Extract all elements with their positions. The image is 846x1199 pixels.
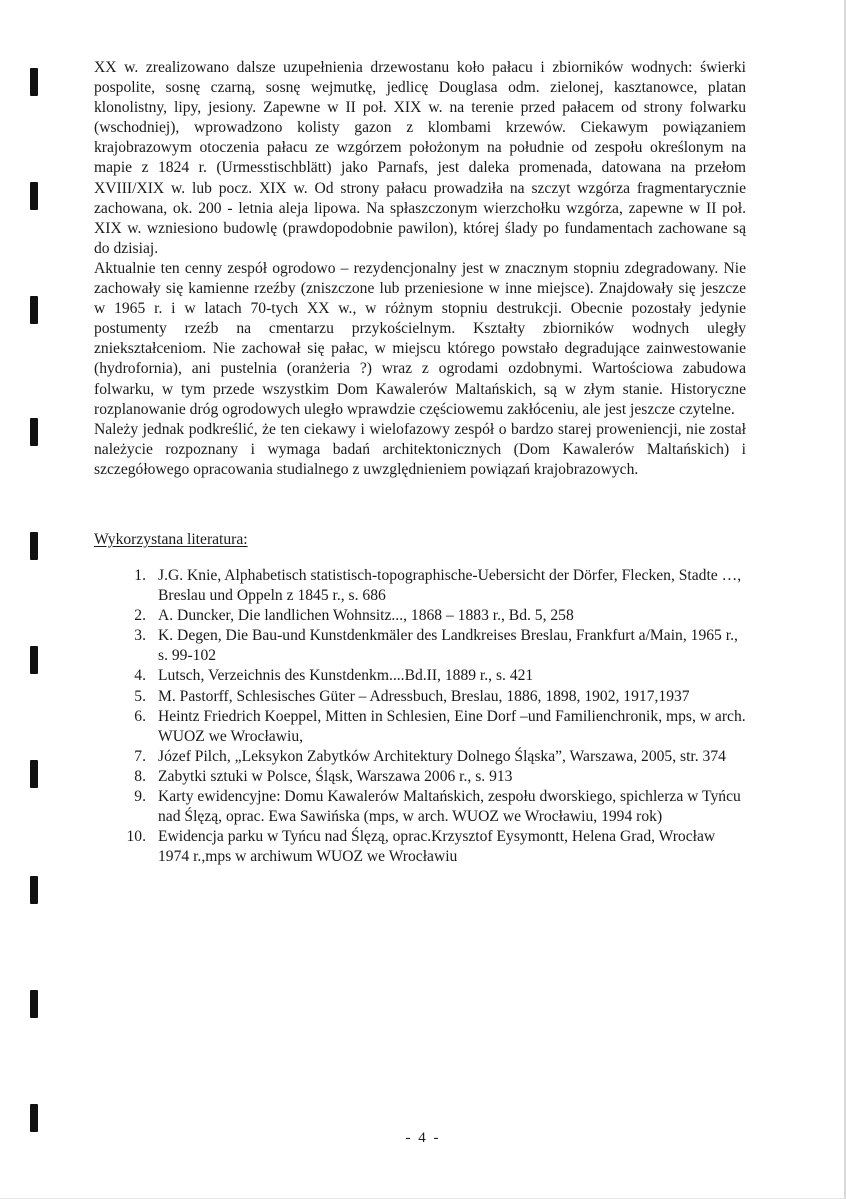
binder-mark <box>30 418 38 446</box>
list-item <box>100 566 746 606</box>
body-text <box>94 58 746 480</box>
page-number: - 4 - <box>405 1130 441 1146</box>
list-item-text: K. Degen, Die Bau-und Kunstdenkmäler des Landkreises Breslau, Frankfurt a/Main, 1965 r., s. 99-102 <box>158 627 738 665</box>
list-item-text: Karty ewidencyjne: Domu Kawalerów Maltańskich, zespołu dworskiego, spichlerza w Tyńcu nad Ślęzą, oprac. Ewa Sawińska (mps, w arch. WUOZ we Wrocławiu, 1994 rok) <box>158 788 741 826</box>
list-item-text: A. Duncker, Die landlichen Wohnsitz..., 1868 – 1883 r., Bd. 5, 258 <box>158 607 574 625</box>
list-item <box>100 747 746 767</box>
list-item-number: 8. <box>134 767 146 785</box>
literature-heading: Wykorzystana literatura: <box>94 531 248 548</box>
list-item-number: 2. <box>134 607 146 625</box>
list-item <box>100 687 746 707</box>
list-item <box>100 606 746 626</box>
list-item-text: J.G. Knie, Alphabetisch statistisch-topographische-Uebersicht der Dörfer, Flecken, Stadte …, Breslau und Oppeln z 1845 r., s. 686 <box>158 567 742 605</box>
binder-mark <box>30 990 38 1018</box>
list-item-text: Lutsch, Verzeichnis des Kunstdenkm....Bd.II, 1889 r., s. 421 <box>158 667 534 685</box>
list-item-text: Zabytki sztuki w Polsce, Śląsk, Warszawa 2006 r., s. 913 <box>158 767 513 785</box>
literature-list <box>100 566 746 867</box>
list-item-number: 3. <box>134 627 146 645</box>
list-item-number: 5. <box>134 687 146 705</box>
binder-mark <box>30 1104 38 1132</box>
list-item-text: Józef Pilch, „Leksykon Zabytków Architektury Dolnego Śląska”, Warszawa, 2005, str. 374 <box>158 747 726 765</box>
list-item-text: M. Pastorff, Schlesisches Güter – Adressbuch, Breslau, 1886, 1898, 1902, 1917,1937 <box>158 687 690 705</box>
list-item-number: 1. <box>134 567 146 584</box>
list-item-number: 6. <box>134 707 146 725</box>
list-item <box>100 767 746 787</box>
list-item-number: 7. <box>134 747 146 765</box>
binder-mark <box>30 876 38 904</box>
paragraph: XX w. zrealizowano dalsze uzupełnienia drzewostanu koło pałacu i zbiorników wodnych: świerki pospolite, sosnę czarną, sosnę wejmutkę, jedlicę Douglasa odm. zielonej, kasztanowce, platan klonolistny, lipy, jesiony. Zapewne w II poł. XIX w. na terenie przed pałacem od strony folwarku (wschodniej), wprowadzono kolisty gazon z klombami krzewów. Ciekawym powiązaniem krajobrazowym otoczenia pałacu ze wzgórzem położonym na południe od zespołu określonym na mapie z 1824 r. (Urmesstischblätt) jako Parnafs, jest daleka promenada, datowana na przełom XVIII/XIX w. lub pocz. XIX w. Od strony pałacu prowadziła na szczyt wzgórza fragmentarycznie zachowana, ok. 200 - letnia aleja lipowa. Na spłaszczonym wierzchołku wzgórza, zapewne w II poł. XIX w. wzniesiono budowlę (prawdopodobnie pawilon), której ślady po fundamentach zachowane są do dzisiaj. <box>94 59 746 257</box>
list-item-number: 9. <box>134 788 146 806</box>
list-item-number: 10. <box>126 828 146 846</box>
binder-mark <box>30 646 38 674</box>
list-item-number: 4. <box>134 667 146 685</box>
binder-mark <box>30 68 38 96</box>
paragraph: Aktualnie ten cenny zespół ogrodowo – rezydencjonalny jest w znacznym stopniu zdegradowany. Nie zachowały się kamienne rzeźby (zniszczone lub przeniesione w inne miejsce). Znajdowały się jeszcze w 1965 r. i w latach 70-tych XX w., w różnym stopniu destrukcji. Obecnie pozostały jedynie postumenty rzeźb na cmentarzu przykościelnym. Kształty zbiorników wodnych uległy zniekształceniom. Nie zachował się pałac, w miejscu którego powstało degradujące zainwestowanie (hydrofornia), ani pustelnia (oranżeria ?) wraz z ogrodami ozdobnymi. Wartościowa zabudowa folwarku, w tym przede wszystkim Dom Kawalerów Maltańskich, są w złym stanie. Historyczne rozplanowanie dróg ogrodowych uległo wprawdzie częściowemu zakłóceniu, ale jest jeszcze czytelne. <box>94 259 746 418</box>
list-item <box>100 626 746 666</box>
list-item <box>100 707 746 747</box>
paragraph: Należy jednak podkreślić, że ten ciekawy i wielofazowy zespół o bardzo starej proweniencji, nie został należycie rozpoznany i wymaga badań architektonicznych (Dom Kawalerów Maltańskich) i szczegółowego opracowania studialnego z uwzględnieniem powiązań krajobrazowych. <box>94 420 746 478</box>
binder-mark <box>30 760 38 788</box>
list-item <box>100 787 746 827</box>
binder-mark <box>30 296 38 324</box>
list-item <box>100 827 746 867</box>
list-item-text: Heintz Friedrich Koeppel, Mitten in Schlesien, Eine Dorf –und Familienchronik, mps, w arch. WUOZ we Wrocławiu, <box>158 707 746 745</box>
list-item <box>100 666 746 686</box>
binder-mark <box>30 532 38 560</box>
binder-mark <box>30 182 38 210</box>
list-item-text: Ewidencja parku w Tyńcu nad Ślęzą, oprac.Krzysztof Eysymontt, Helena Grad, Wrocław 1974 r.,mps w archiwum WUOZ we Wrocławiu <box>158 828 716 866</box>
